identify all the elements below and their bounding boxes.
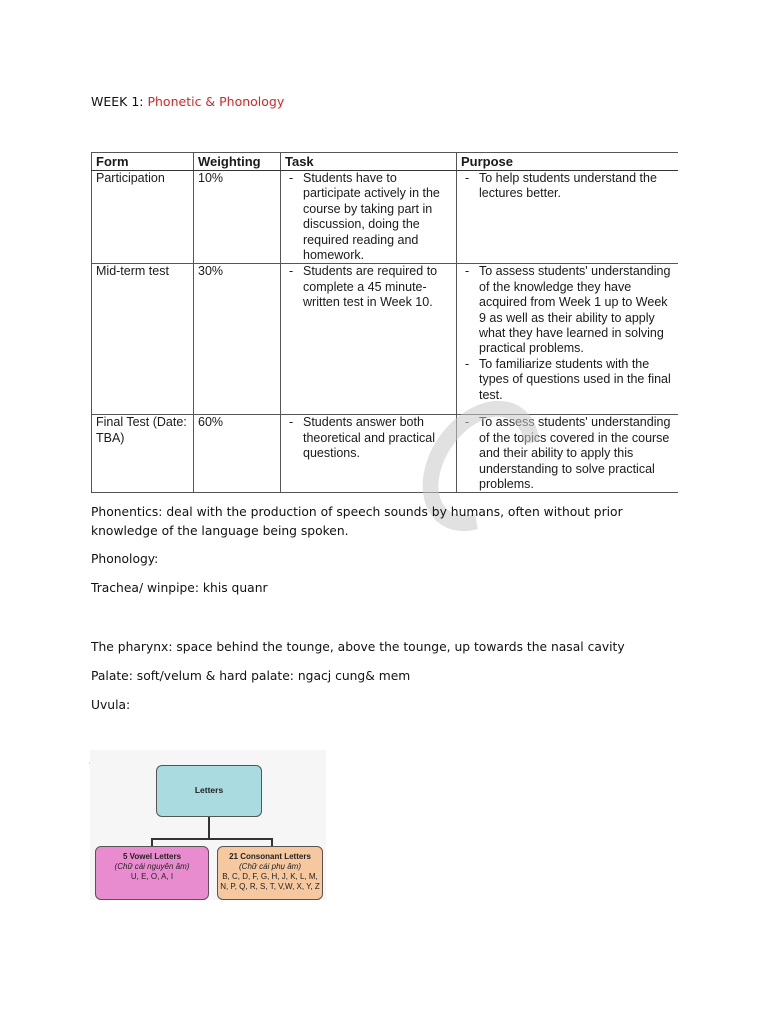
- cell-form: Participation: [92, 171, 194, 264]
- letters-diagram: [90, 750, 326, 900]
- vowel-letters: U, E, O, A, I: [130, 872, 174, 881]
- header-weighting: Weighting: [194, 153, 281, 171]
- cell-form: Mid-term test: [92, 264, 194, 415]
- purpose-item: - To assess students' understanding of the topics covered in the course and their ability to apply this understanding to solve practical problems.: [461, 415, 674, 492]
- table-row: [92, 171, 679, 264]
- task-item: - Students answer both theoretical and practical questions.: [285, 415, 452, 461]
- purpose-item: - To assess students' understanding of the knowledge they have acquired from Week 1 up to Week 9 as well as their ability to apply what they have learned in solving practical problems.: [461, 264, 674, 356]
- cell-weighting: 60%: [194, 415, 281, 493]
- vowel-subtitle: (Chữ cái nguyên âm): [114, 862, 190, 871]
- cell-weighting: 10%: [194, 171, 281, 264]
- note-pharynx: The pharynx: space behind the tounge, above the tounge, up towards the nasal cavity: [91, 640, 625, 654]
- heading-topic: Phonetic & Phonology: [147, 94, 285, 109]
- note-trachea: Trachea/ winpipe: khis quanr: [91, 581, 268, 595]
- consonant-letters-box: [217, 846, 323, 900]
- cell-task: [281, 264, 457, 415]
- table-row: [92, 264, 679, 415]
- consonant-title: 21 Consonant Letters: [229, 852, 311, 861]
- connector-line: [151, 838, 273, 840]
- purpose-item: - To familiarize students with the types of questions used in the final test.: [461, 357, 674, 403]
- note-phonology: Phonology:: [91, 552, 159, 566]
- note-phonetics: Phonentics: deal with the production of speech sounds by humans, often without prior knowledge of the language being spoken.: [91, 505, 623, 538]
- letters-root-box: [156, 765, 262, 817]
- purpose-item: - To help students understand the lectures better.: [461, 171, 674, 202]
- consonant-letters-line1: B, C, D, F, G, H, J, K, L, M,: [222, 872, 318, 881]
- note-uvula: Uvula:: [91, 698, 131, 712]
- consonant-subtitle: (Chữ cái phụ âm): [239, 862, 301, 871]
- cell-form: Final Test (Date: TBA): [92, 415, 194, 493]
- heading-prefix: WEEK 1:: [91, 94, 148, 109]
- root-label: Letters: [194, 785, 224, 795]
- cell-task: [281, 415, 457, 493]
- cell-weighting: 30%: [194, 264, 281, 415]
- consonant-letters-line2: N, P, Q, R, S, T, V,W, X, Y, Z: [220, 882, 320, 891]
- page-heading: [91, 94, 284, 109]
- task-item: - Students are required to complete a 45 minute-written test in Week 10.: [285, 264, 452, 310]
- note-palate: Palate: soft/velum & hard palate: ngacj cung& mem: [91, 669, 411, 683]
- header-purpose: Purpose: [457, 153, 679, 171]
- vowel-letters-box: [95, 846, 209, 900]
- assessment-table: [91, 152, 678, 493]
- task-item: - Students have to participate actively in the course by taking part in discussion, doing the required reading and homework.: [285, 171, 452, 263]
- cell-purpose: [457, 171, 679, 264]
- cell-purpose: [457, 415, 679, 493]
- header-form: Form: [92, 153, 194, 171]
- connector-line: [208, 817, 210, 839]
- table-header-row: [92, 153, 679, 171]
- vowel-title: 5 Vowel Letters: [122, 852, 182, 861]
- table-row: [92, 415, 679, 493]
- cell-task: [281, 171, 457, 264]
- header-task: Task: [281, 153, 457, 171]
- cell-purpose: [457, 264, 679, 415]
